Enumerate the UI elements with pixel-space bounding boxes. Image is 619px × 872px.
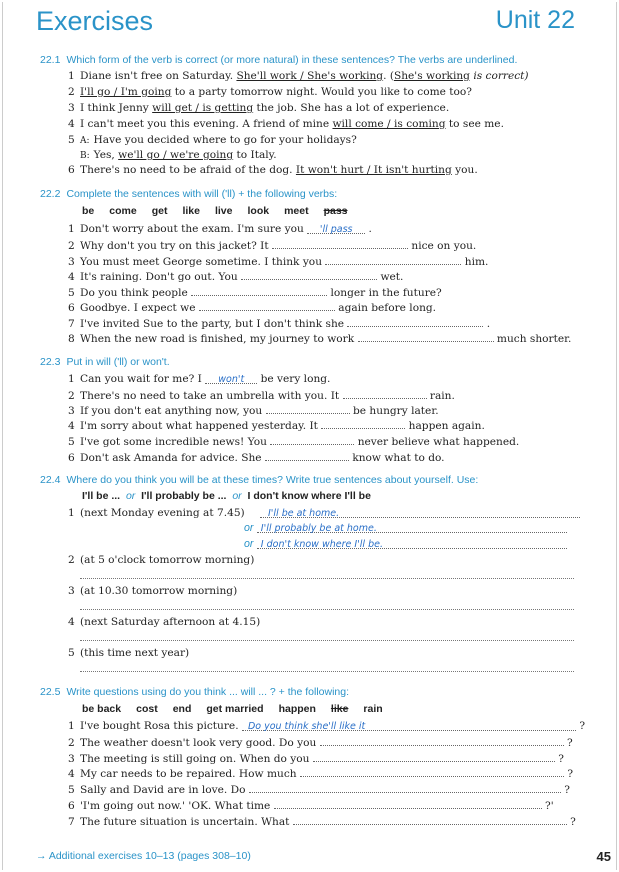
exercise-22-5-title: 22.5 Write questions using do you think ... will ... ? + the following: bbox=[40, 686, 350, 698]
ex2-item-5: 5 Do you think people longer in the future? bbox=[68, 287, 442, 299]
ex1-item-1: 1 Diane isn't free on Saturday. She'll work / She's working. (She's working is correct) bbox=[68, 70, 529, 82]
answer-blank[interactable] bbox=[272, 239, 408, 249]
answer-blank[interactable] bbox=[347, 317, 483, 327]
unit-title: Unit 22 bbox=[495, 6, 575, 34]
answer-blank[interactable] bbox=[320, 736, 564, 746]
ex5-item-3: 3 The meeting is still going on. When do you ? bbox=[68, 753, 564, 765]
ex3-item-5: 5 I've got some incredible news! You never believe what happened. bbox=[68, 436, 520, 448]
answer-blank[interactable] bbox=[274, 799, 542, 809]
ex1-item-3: 3 I think Jenny will get / is getting the job. She has a lot of experience. bbox=[68, 102, 450, 114]
ex2-item-2: 2 Why don't you try on this jacket? It nice on you. bbox=[68, 240, 477, 252]
ex2-item-7: 7 I've invited Sue to the party, but I don't think she . bbox=[68, 318, 491, 330]
answer-blank[interactable]: Do you think she'll like it bbox=[242, 721, 576, 731]
ex5-item-2: 2 The weather doesn't look very good. Do you ? bbox=[68, 737, 573, 749]
answer-blank[interactable]: 'll pass bbox=[307, 224, 365, 234]
exercise-22-2-title: 22.2 Complete the sentences with will ('ll) + the following verbs: bbox=[40, 188, 338, 200]
exercise-22-3-title: 22.3 Put in will ('ll) or won't. bbox=[40, 356, 170, 368]
ex5-item-4: 4 My car needs to be repaired. How much ? bbox=[68, 768, 574, 780]
ex1-item-6: 6 There's no need to be afraid of the dog. It won't hurt / It isn't hurting you. bbox=[68, 164, 478, 176]
ex1-item-5a: 5 A: Have you decided where to go for your holidays? bbox=[68, 134, 357, 146]
ex5-item-6: 6 'I'm going out now.' 'OK. What time ?' bbox=[68, 800, 554, 812]
answer-blank[interactable] bbox=[199, 301, 335, 311]
answer-line[interactable] bbox=[80, 609, 574, 610]
answer-blank[interactable]: won't bbox=[205, 374, 257, 384]
ex5-item-5: 5 Sally and David are in love. Do ? bbox=[68, 784, 570, 796]
ex2-item-8: 8 When the new road is finished, my journey to work much shorter. bbox=[68, 333, 572, 345]
answer-blank[interactable] bbox=[325, 255, 461, 265]
answer-blank[interactable] bbox=[270, 435, 354, 445]
answer-blank[interactable] bbox=[321, 419, 405, 429]
answer-line[interactable] bbox=[80, 640, 574, 641]
exercise-22-1-title: 22.1 Which form of the verb is correct (or more natural) in these sentences? The verbs are underlined. bbox=[40, 54, 518, 66]
ex4-options: I'll be ... or I'll probably be ... or I don't know where I'll be bbox=[82, 490, 371, 502]
ex3-item-2: 2 There's no need to take an umbrella with you. It rain. bbox=[68, 390, 455, 402]
answer-blank[interactable] bbox=[249, 783, 561, 793]
ex1-item-2: 2 I'll go / I'm going to a party tomorrow night. Would you like to come too? bbox=[68, 86, 472, 98]
page-number: 45 bbox=[596, 849, 611, 864]
additional-exercises-link[interactable]: → Additional exercises 10–13 (pages 308–10) bbox=[36, 850, 251, 862]
answer-line[interactable] bbox=[80, 578, 574, 579]
ex2-item-1: 1 Don't worry about the exam. I'm sure you 'll pass . bbox=[68, 223, 372, 235]
ex4-item-1: 1 (next Monday evening at 7.45) bbox=[68, 507, 245, 519]
answer-blank[interactable] bbox=[265, 451, 349, 461]
ex4-item-2: 2 (at 5 o'clock tomorrow morning) bbox=[68, 554, 255, 566]
ex2-item-4: 4 It's raining. Don't go out. You wet. bbox=[68, 271, 404, 283]
answer-blank[interactable] bbox=[358, 332, 494, 342]
ex5-item-1: 1 I've bought Rosa this picture. Do you think she'll like it ? bbox=[68, 720, 585, 732]
answer-blank[interactable] bbox=[191, 286, 327, 296]
exercise-22-4-title: 22.4 Where do you think you will be at these times? Write true sentences about yourself. Use: bbox=[40, 474, 479, 486]
answer-blank[interactable] bbox=[313, 752, 555, 762]
ex4-item-3: 3 (at 10.30 tomorrow morning) bbox=[68, 585, 238, 597]
ex2-item-3: 3 You must meet George sometime. I think you him. bbox=[68, 256, 489, 268]
ex4-item-4: 4 (next Saturday afternoon at 4.15) bbox=[68, 616, 261, 628]
ex2-verb-list: be come get like live look meet pass bbox=[82, 205, 348, 217]
answer-blank[interactable] bbox=[293, 815, 567, 825]
ex3-item-4: 4 I'm sorry about what happened yesterday. It happen again. bbox=[68, 420, 485, 432]
ex2-item-6: 6 Goodbye. I expect we again before long. bbox=[68, 302, 437, 314]
answer-blank[interactable] bbox=[266, 404, 350, 414]
page-title: Exercises bbox=[36, 6, 154, 36]
ex5-verb-list: be back cost end get married happen like rain bbox=[82, 703, 383, 715]
answer-blank[interactable] bbox=[343, 389, 427, 399]
answer-blank[interactable] bbox=[241, 270, 377, 280]
ex1-item-5b: B: Yes, we'll go / we're going to Italy. bbox=[80, 149, 277, 161]
answer-line[interactable] bbox=[80, 671, 574, 672]
ex5-item-7: 7 The future situation is uncertain. What ? bbox=[68, 816, 576, 828]
ex1-item-4: 4 I can't meet you this evening. A friend of mine will come / is coming to see me. bbox=[68, 118, 504, 130]
ex4-item-5: 5 (this time next year) bbox=[68, 647, 190, 659]
ex3-item-6: 6 Don't ask Amanda for advice. She know what to do. bbox=[68, 452, 445, 464]
ex4-answer-1a[interactable]: I'll be at home. bbox=[260, 507, 580, 519]
ex3-item-1: 1 Can you wait for me? I won't be very long. bbox=[68, 373, 331, 385]
ex3-item-3: 3 If you don't eat anything now, you be hungry later. bbox=[68, 405, 439, 417]
ex4-answer-1c[interactable]: or I don't know where I'll be. bbox=[244, 538, 567, 550]
answer-blank[interactable] bbox=[300, 767, 564, 777]
ex4-answer-1b[interactable]: or I'll probably be at home. bbox=[244, 522, 567, 534]
